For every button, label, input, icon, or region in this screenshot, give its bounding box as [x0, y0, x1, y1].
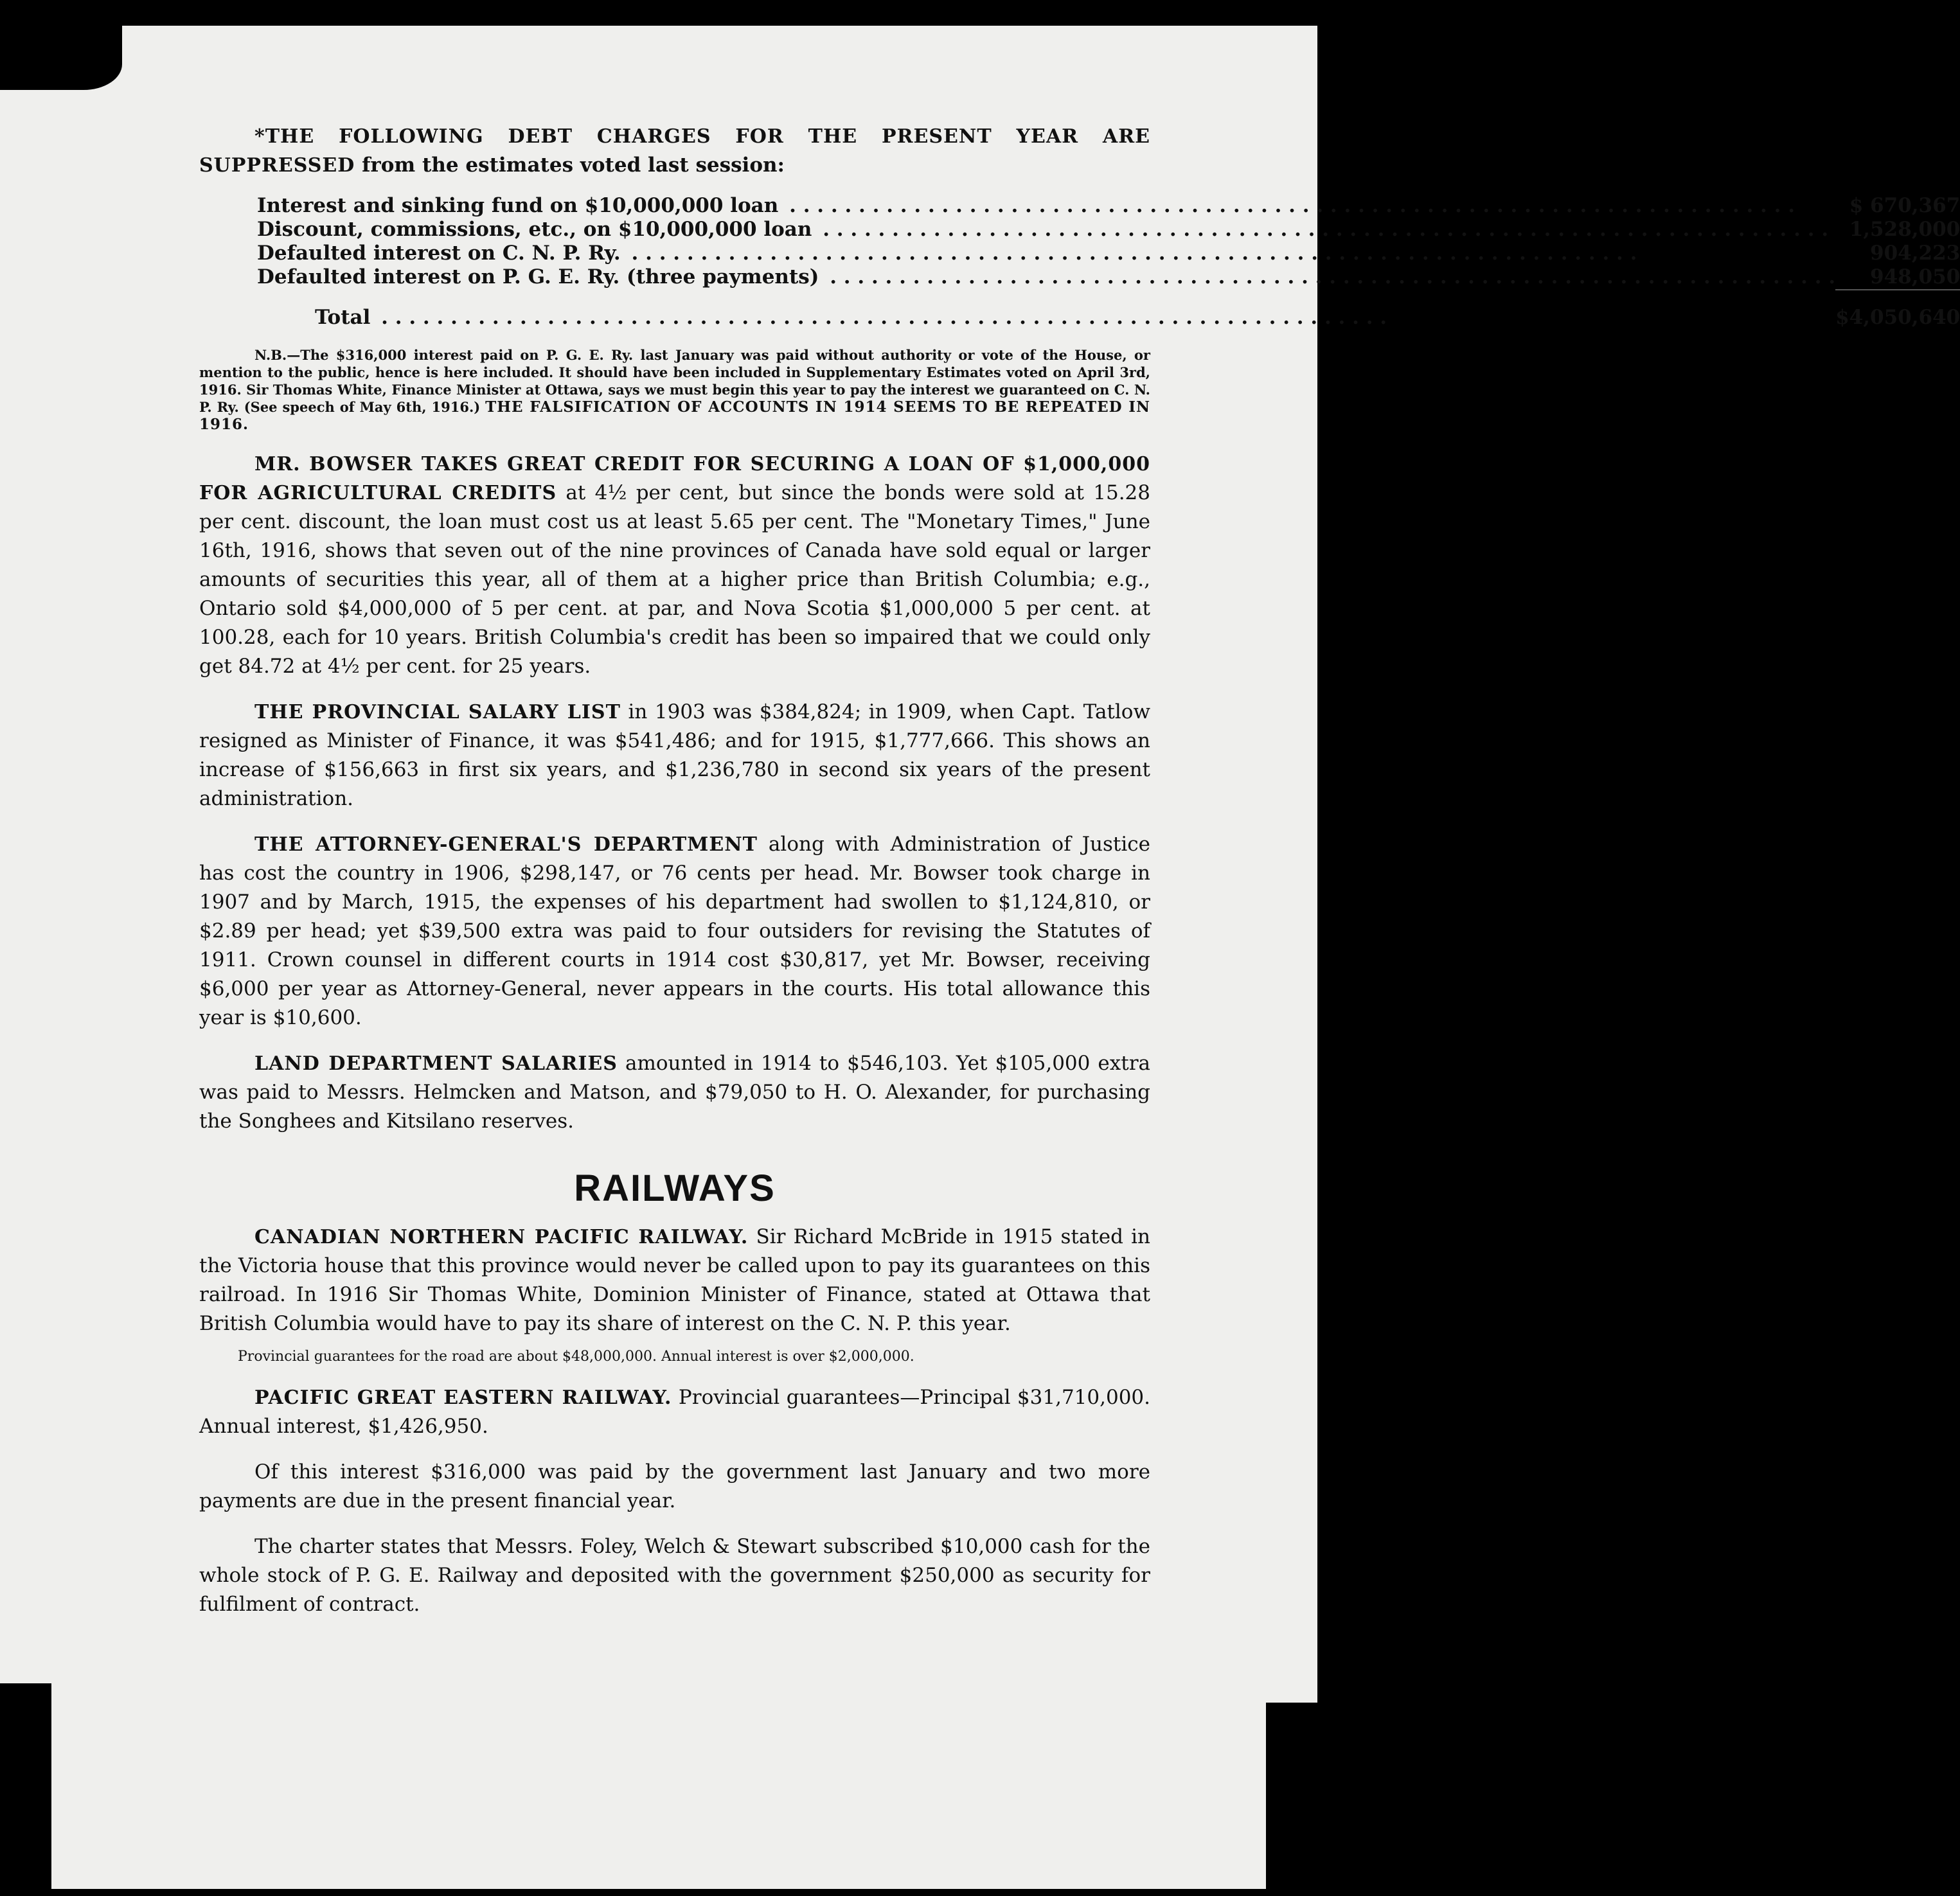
debt-row-label: Defaulted interest on P. G. E. Ry. (three payments) . . .	[257, 265, 1835, 289]
railways-title: RAILWAYS	[574, 1167, 776, 1209]
pge-paragraph	[199, 1383, 1150, 1441]
debt-row-value: 1,528,000	[1849, 218, 1960, 241]
scan-edge-top-left	[0, 0, 122, 90]
scan-edge-bottom-left	[0, 1683, 51, 1896]
salary-list-paragraph	[199, 698, 1150, 813]
debt-row	[257, 242, 1960, 265]
salary-list-text: in 1903 was $384,824; in 1909, when Capt. Tatlow resigned as Minister of Finance, it was $541,486; and for 1915, $1,777,666. This shows an increase of $156,663 in first six years, and $1,236,780 in second six years of the present administration.	[199, 700, 1150, 810]
attorney-general-text: along with Administration of Justice has cost the country in 1906, $298,147, or 76 cents per head. Mr. Bowser took charge in 1907 and by March, 1915, the expenses of his department had swollen to $1,124,810, or $2.89 per head; yet $39,500 extra was paid to four outsiders for revising the Statutes of 1911. Crown counsel in different courts in 1914 cost $30,817, yet Mr. Bowser, receiving $6,000 per year as Attorney-General, never appears in the courts. His total allowance this year is $10,600.	[199, 833, 1150, 1029]
debt-row	[257, 194, 1960, 218]
cnp-guarantee-note: Provincial guarantees for the road are about $48,000,000. Annual interest is over $2,000,000.	[238, 1349, 914, 1365]
cnp-text: Sir Richard McBride in 1915 stated in the Victoria house that this province would never be called upon to pay its guarantees on this railroad. In 1916 Sir Thomas White, Dominion Minister of Finance, stated at Ottawa that British Columbia would have to pay its share of interest on the C. N. P. this year.	[199, 1225, 1150, 1335]
nb-note-text: N.B.—The $316,000 interest paid on P. G. E. Ry. last January was paid without authority or vote of the House, or mention to the public, hence is here included. It should have been included in Supplementary Estimates voted on April 3rd, 1916. Sir Thomas White, Finance Minister at Ottawa, says we must begin this year to pay the interest we guaranteed on C. N. P. Ry. (See speech of May 6th, 1916.)	[199, 347, 1150, 415]
debt-row-label: Defaulted interest on C. N. P. Ry. . . .	[257, 242, 1835, 265]
cnp-paragraph	[199, 1223, 1150, 1338]
debt-total-row	[257, 290, 1960, 330]
bowser-loan-paragraph	[199, 450, 1150, 681]
nb-note-emphasis: THE FALSIFICATION OF ACCOUNTS IN 1914 SEEMS TO BE REPEATED IN 1916.	[199, 398, 1150, 433]
cnp-heading: CANADIAN NORTHERN PACIFIC RAILWAY.	[254, 1226, 749, 1248]
debt-charges-intro	[199, 122, 1150, 180]
debt-charges-table	[257, 194, 1960, 330]
pge-heading: PACIFIC GREAT EASTERN RAILWAY.	[254, 1387, 672, 1409]
debt-row-label: Discount, commissions, etc., on $10,000,000 loan . . .	[257, 218, 1835, 242]
debt-charges-intro-text: from the estimates voted last session:	[355, 154, 785, 177]
debt-row-value: 948,050	[1870, 265, 1960, 288]
debt-row	[257, 218, 1960, 242]
pge-text: Provincial guarantees—Principal $31,710,000. Annual interest, $1,426,950.	[199, 1386, 1151, 1438]
land-department-paragraph	[199, 1049, 1150, 1136]
salary-list-heading: THE PROVINCIAL SALARY LIST	[254, 701, 621, 723]
debt-charges-heading: *THE FOLLOWING DEBT CHARGES FOR THE PRESENT YEAR ARE SUPPRESSED	[199, 125, 1150, 177]
attorney-general-heading: THE ATTORNEY-GENERAL'S DEPARTMENT	[254, 833, 758, 856]
bowser-loan-heading: MR. BOWSER TAKES GREAT CREDIT FOR SECURING A LOAN OF $1,000,000 FOR AGRICULTURAL CREDITS	[199, 453, 1150, 504]
debt-total-value: $4,050,640	[1835, 306, 1960, 329]
debt-row-value: 904,223	[1870, 242, 1960, 265]
debt-row	[257, 265, 1960, 289]
debt-row-value: $ 670,367	[1849, 194, 1960, 217]
nb-note	[199, 346, 1150, 433]
bowser-loan-text: at 4½ per cent, but since the bonds were sold at 15.28 per cent. discount, the loan must cost us at least 5.65 per cent. The "Monetary Times," June 16th, 1916, shows that seven out of the nine provinces of Canada have sold equal or larger amounts of securities this year, all of them at a higher price than British Columbia; e.g., Ontario sold $4,000,000 of 5 per cent. at par, and Nova Scotia $1,000,000 5 per cent. at 100.28, each for 10 years. British Columbia's credit has been so impaired that we could only get 84.72 at 4½ per cent. for 25 years.	[199, 481, 1150, 678]
debt-total-label: Total . . .	[257, 290, 1835, 330]
scan-edge-bottom-right	[1266, 1703, 1343, 1896]
charter-paragraph: The charter states that Messrs. Foley, Welch & Stewart subscribed $10,000 cash for the whole stock of P. G. E. Railway and deposited with the government $250,000 as security for fulfilment of contract.	[199, 1535, 1150, 1616]
document-body	[199, 122, 1960, 1619]
debt-row-label: Interest and sinking fund on $10,000,000 loan . . .	[257, 194, 1835, 218]
land-department-heading: LAND DEPARTMENT SALARIES	[254, 1052, 618, 1075]
pge-interest-paragraph: Of this interest $316,000 was paid by the government last January and two more payments are due in the present financial year.	[199, 1460, 1150, 1512]
land-department-text: amounted in 1914 to $546,103. Yet $105,000 extra was paid to Messrs. Helmcken and Matson, and $79,050 to H. O. Alexander, for purchasing the Songhees and Kitsilano reserves.	[199, 1052, 1150, 1133]
attorney-general-paragraph	[199, 830, 1150, 1032]
